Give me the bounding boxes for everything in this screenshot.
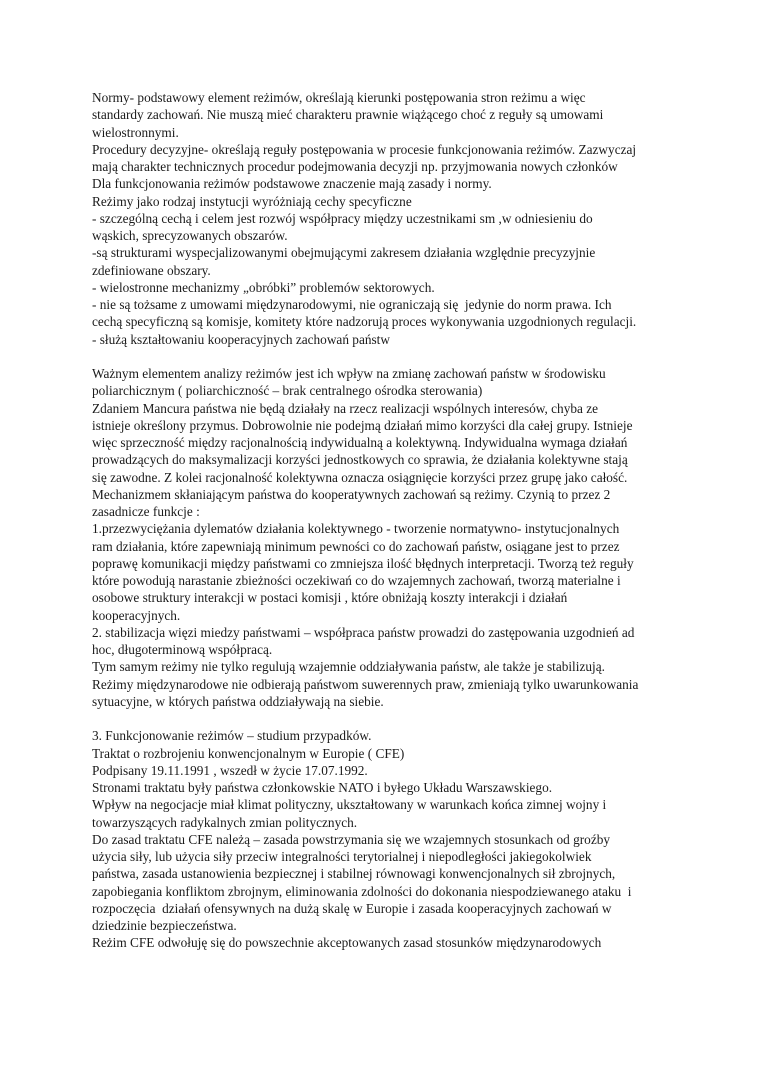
text-line: więc sprzeczność między racjonalnością indywidualną a kolektywną. Indywidualna wymaga działań — [92, 435, 628, 450]
text-line: prowadzących do maksymalizacji korzyści jednostkowych co sprawia, że działania kolektywne stają — [92, 452, 628, 468]
text-line: Tym samym reżimy nie tylko regulują wzajemnie oddziaływania państw, ale także je stabilizują. — [92, 659, 605, 675]
text-line: Podpisany 19.11.1991 , wszedł w życie 17.07.1992. — [92, 762, 368, 778]
text-line: - wielostronne mechanizmy „obróbki” problemów sektorowych. — [92, 279, 435, 295]
text-line: Do zasad traktatu CFE należą – zasada powstrzymania się we wzajemnych stosunkach od groźby — [92, 831, 611, 847]
text-line: - nie są tożsame z umowami międzynarodowymi, nie ograniczają się jedynie do norm prawa. Ich — [92, 297, 612, 312]
text-line: zapobiegania konfliktom zbrojnym, eliminowania zdolności do dokonania niespodziewanego ataku i — [92, 883, 632, 899]
text-line: - służą kształtowaniu kooperacyjnych zachowań państw — [92, 331, 390, 347]
text-line: Mechanizmem skłaniającym państwa do kooperatywnych zachowań są reżimy. Czynią to przez 2 — [92, 486, 611, 502]
text-line: poprawę komunikacji między państwami co zmniejsza ilość błędnych interpretacji. Tworzą też reguły — [92, 555, 634, 571]
text-line: Reżim CFE odwołuję się do powszechnie akceptowanych zasad stosunków międzynarodowych — [92, 935, 602, 951]
document-body — [92, 89, 677, 952]
text-line: Ważnym elementem analizy reżimów jest ich wpływ na zmianę zachowań państw w środowisku — [92, 366, 606, 381]
text-line: dziedzinie bezpieczeństwa. — [92, 918, 237, 933]
text-line: Wpływ na negocjacje miał klimat polityczny, ukształtowany w warunkach końca zimnej wojny i — [92, 797, 607, 813]
text-line: sytuacyjne, w których państwa oddziaływają na siebie. — [92, 693, 384, 709]
text-line: hoc, długoterminową współpracą. — [92, 642, 273, 657]
text-line: Dla funkcjonowania reżimów podstawowe znaczenie mają zasady i normy. — [92, 176, 492, 192]
text-line: Reżimy jako rodzaj instytucji wyróżniają cechy specyficzne — [92, 193, 412, 209]
text-line: osobowe struktury interakcji w postaci komisji , które obniżają koszty interakcji i działań — [92, 590, 568, 606]
text-line: Stronami traktatu były państwa członkowskie NATO i byłego Układu Warszawskiego. — [92, 780, 553, 795]
blank-line — [92, 710, 677, 727]
text-line: standardy zachowań. Nie muszą mieć charakteru prawnie wiążącego choć z reguły są umowami — [92, 107, 604, 123]
text-line: rozpoczęcia działań ofensywnych na dużą skalę w Europie i zasada kooperacyjnych zachowań w — [92, 900, 612, 916]
text-line: istnieje określony przymus. Dobrowolnie nie podejmą działań mimo korzyści dla całej grupy. Istnieje — [92, 417, 633, 433]
text-line: zasadnicze funkcje : — [92, 504, 200, 519]
text-line: państwa, zasada ustanowienia bezpiecznej i stabilnej równowagi konwencjonalnych sił zbrojnych, — [92, 866, 616, 882]
text-line: -są strukturami wyspecjalizowanymi obejmującymi zakresem działania względnie precyzyjnie — [92, 245, 596, 261]
text-line: ram działania, które zapewniają minimum pewności co do zachowań państw, osiągane jest to przez — [92, 538, 620, 554]
text-line: poliarchicznym ( poliarchiczność – brak centralnego ośrodka sterowania) — [92, 383, 483, 399]
text-line: wąskich, sprecyzowanych obszarów. — [92, 228, 288, 243]
text-line: Zdaniem Mancura państwa nie będą działały na rzecz realizacji wspólnych interesów, chyba ze — [92, 400, 599, 416]
text-line: cechą specyficzną są komisje, komitety które nadzorują proces wykonywania uzgodnionych regulacji. — [92, 314, 637, 330]
text-line: mają charakter technicznych procedur podejmowania decyzji np. przyjmowania nowych członków — [92, 159, 618, 174]
text-line: się zawodne. Z kolei racjonalność kolektywna oznacza osiągnięcie korzyści przez grupę jako całość. — [92, 469, 628, 485]
text-line: Reżimy międzynarodowe nie odbierają państwom suwerennych praw, zmieniają tylko uwarunkowania — [92, 676, 639, 692]
text-line: które powodują narastanie zbieżności oczekiwań co do wzajemnych zachowań, tworzą materialne i — [92, 573, 621, 588]
text-line: 1.przezwyciężania dylematów działania kolektywnego - tworzenie normatywno- instytucjonalnych — [92, 521, 620, 537]
text-line: Procedury decyzyjne- określają reguły postępowania w procesie funkcjonowania reżimów. Zazwyczaj — [92, 141, 637, 157]
text-line: 2. stabilizacja więzi miedzy państwami – współpraca państw prowadzi do zastępowania uzgodnień ad — [92, 624, 635, 640]
text-line: 3. Funkcjonowanie reżimów – studium przypadków. — [92, 728, 372, 744]
text-line: kooperacyjnych. — [92, 607, 181, 623]
text-line: - szczególną cechą i celem jest rozwój współpracy między uczestnikami sm ,w odniesieniu do — [92, 210, 593, 226]
text-line: towarzyszących radykalnych zmian politycznych. — [92, 814, 358, 830]
text-line: Normy- podstawowy element reżimów, określają kierunki postępowania stron reżimu a więc — [92, 90, 586, 105]
blank-line — [92, 348, 677, 365]
text-line: wielostronnymi. — [92, 124, 179, 140]
text-line: Traktat o rozbrojeniu konwencjonalnym w Europie ( CFE) — [92, 745, 405, 761]
text-line: użycia siły, lub użycia siły przeciw integralności terytorialnej i niepodległości jakiegokolwiek — [92, 849, 592, 864]
text-line: zdefiniowane obszary. — [92, 262, 211, 278]
